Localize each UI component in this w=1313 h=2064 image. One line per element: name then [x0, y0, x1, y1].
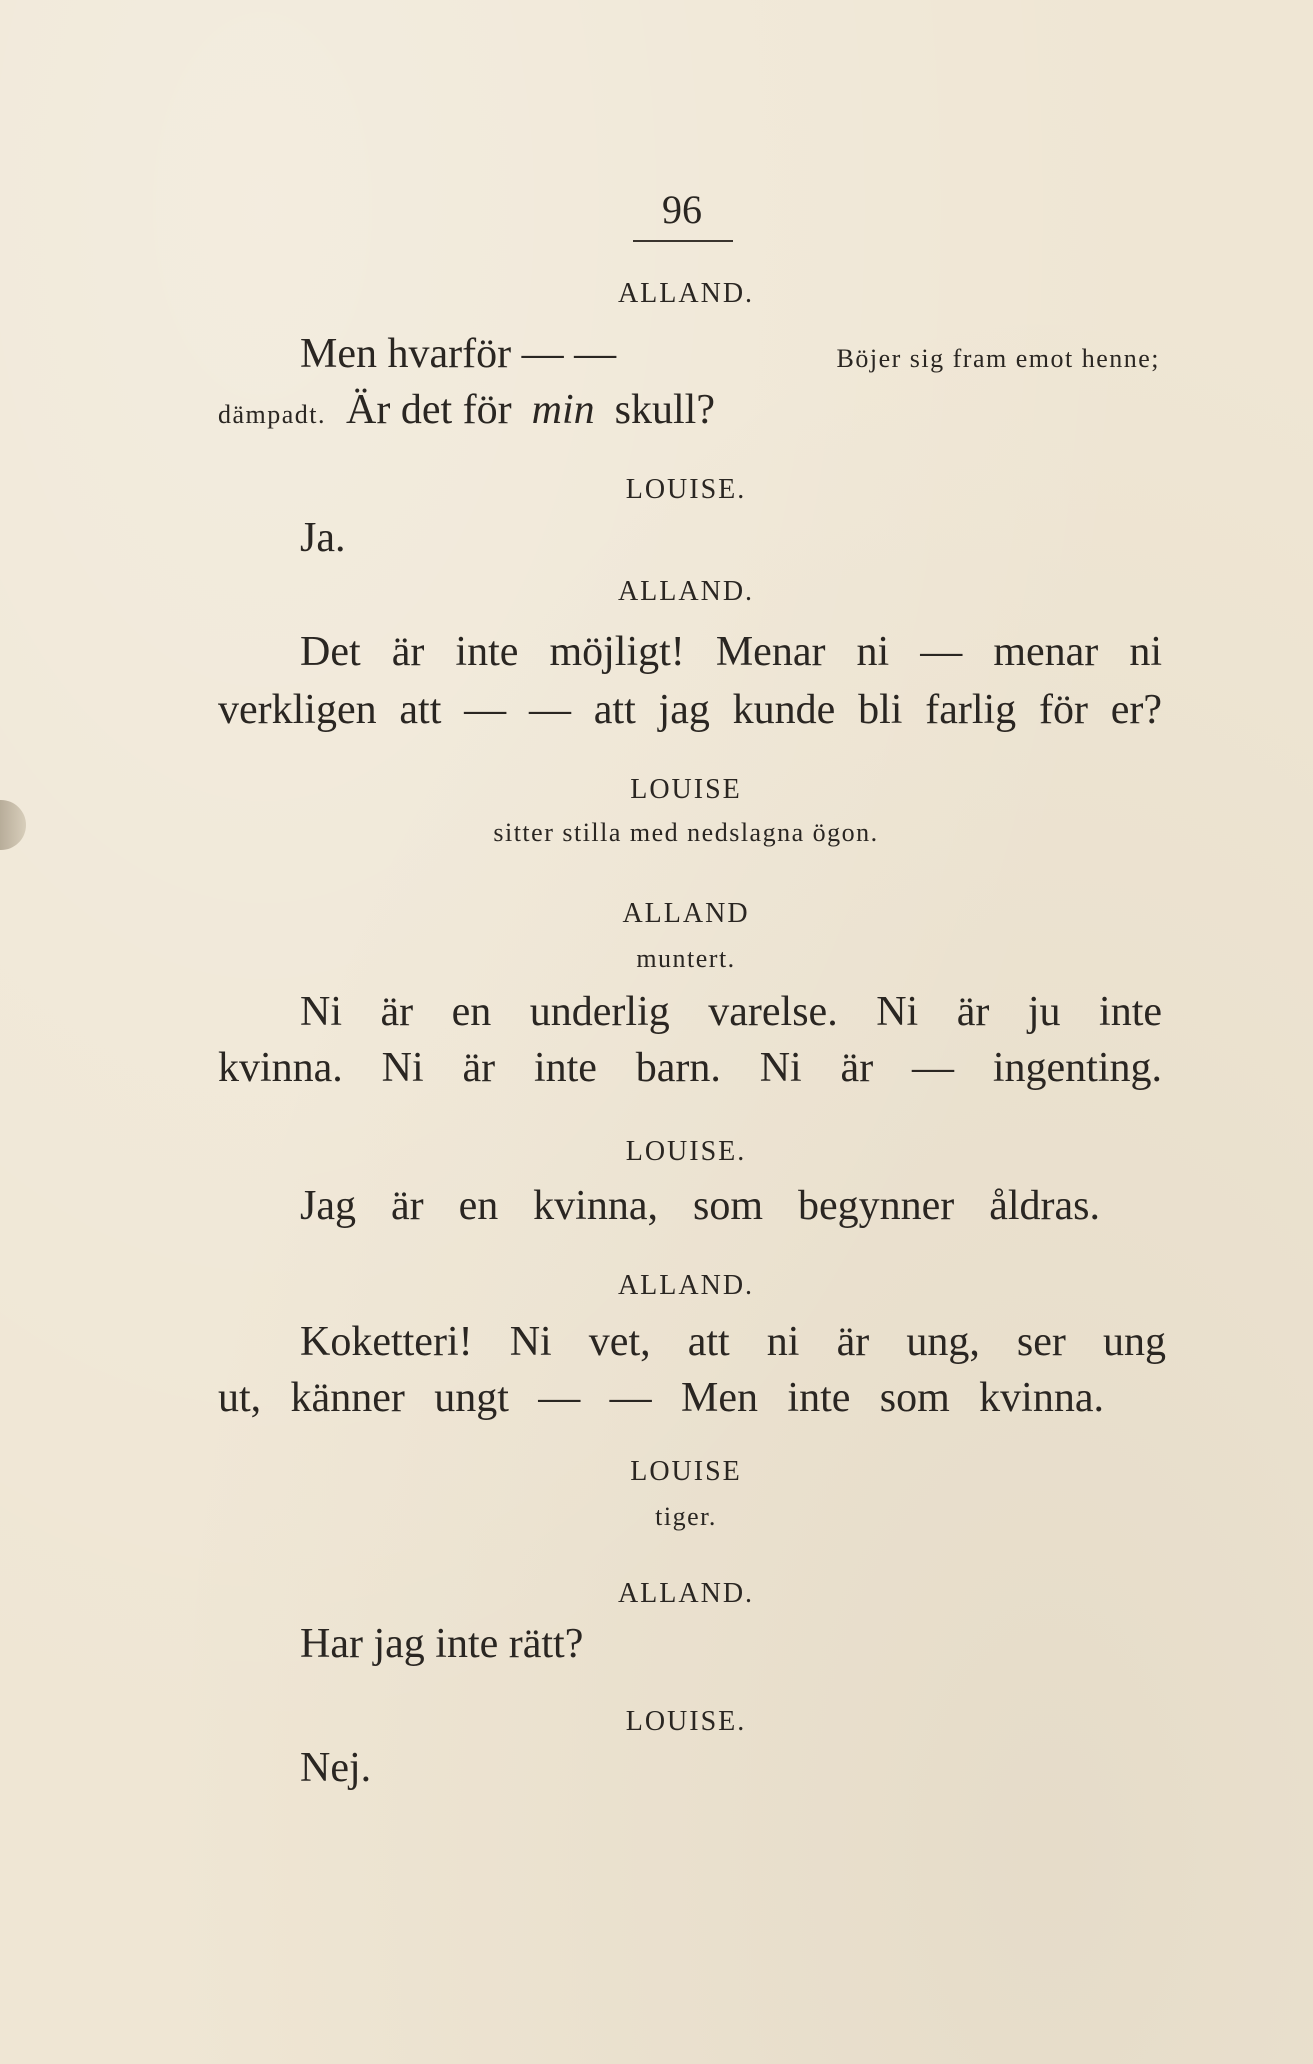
dialogue-line: Ja. — [300, 515, 346, 561]
page-edge-mark — [0, 800, 26, 850]
speaker-louise-5: LOUISE. — [625, 1706, 747, 1737]
speaker-alland-5: ALLAND. — [617, 1578, 755, 1609]
dialogue-line — [218, 386, 715, 434]
dialogue-line: Har jag inte rätt? — [300, 1621, 584, 1667]
dialogue-line: ut, känner ungt — — Men inte som kvinna. — [218, 1375, 1104, 1421]
dialogue-text: Men hvarför — — — [300, 331, 617, 377]
dialogue-line: Det är inte möjligt! Menar ni — menar ni — [300, 629, 1162, 675]
speaker-louise-2: LOUISE — [630, 774, 742, 805]
stage-direction-inline: Böjer sig fram emot henne; — [836, 344, 1160, 373]
page-number: 96 — [662, 187, 702, 232]
dialogue-line: Ni är en underlig varelse. Ni är ju inte — [300, 989, 1162, 1035]
dialogue-line: verkligen att — — att jag kunde bli farlig för er? — [218, 687, 1162, 733]
dialogue-line: kvinna. Ni är inte barn. Ni är — ingenting. — [218, 1045, 1162, 1091]
dialogue-line: Jag är en kvinna, som begynner åldras. — [300, 1183, 1100, 1229]
dialogue-text: Är det för — [346, 387, 512, 433]
speaker-louise-3: LOUISE. — [625, 1136, 747, 1167]
speaker-alland-4: ALLAND. — [617, 1270, 755, 1301]
dialogue-emphasis: min — [531, 387, 595, 433]
speaker-alland-2: ALLAND. — [617, 576, 755, 607]
stage-direction: sitter stilla med nedslagna ögon. — [493, 818, 879, 847]
dialogue-line: Koketteri! Ni vet, att ni är ung, ser ung — [300, 1319, 1166, 1365]
stage-direction: tiger. — [655, 1502, 717, 1531]
stage-direction: muntert. — [636, 944, 736, 973]
page-number-rule — [633, 240, 733, 242]
stage-direction-inline: dämpadt. — [218, 400, 327, 429]
dialogue-text: skull? — [614, 387, 715, 433]
speaker-louise-1: LOUISE. — [625, 474, 747, 505]
dialogue-line: Nej. — [300, 1745, 372, 1791]
dialogue-line — [300, 330, 1160, 378]
speaker-louise-4: LOUISE — [630, 1456, 742, 1487]
speaker-alland-3: ALLAND — [622, 898, 750, 929]
speaker-alland-1: ALLAND. — [617, 278, 755, 309]
